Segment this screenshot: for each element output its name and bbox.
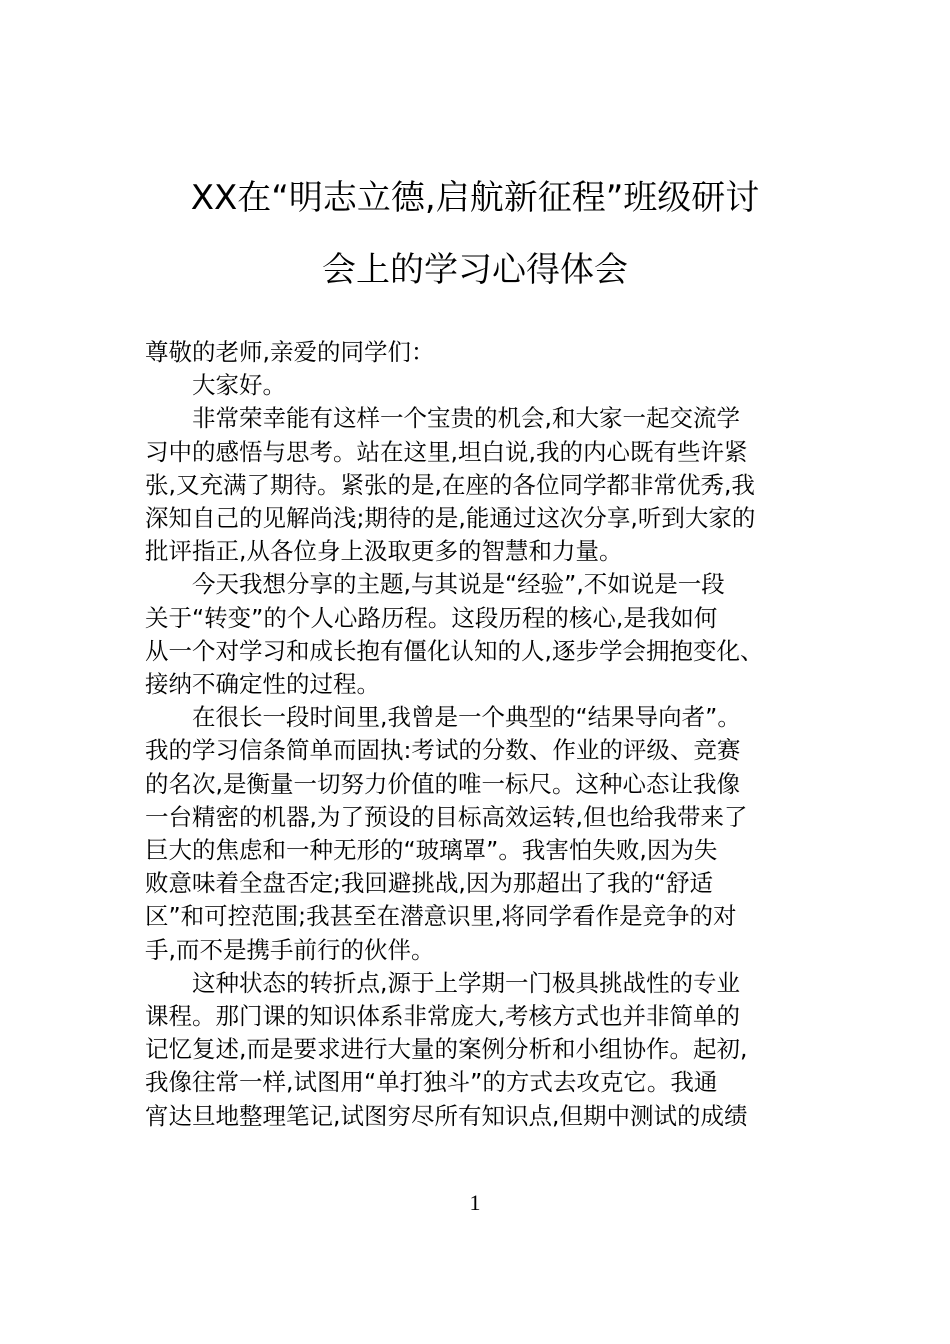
paragraph-line: 一台精密的机器,为了预设的目标高效运转,但也给我带来了	[145, 802, 748, 831]
paragraph-line: 关于“转变”的个人心路历程。这段历程的核心,是我如何	[145, 603, 718, 632]
paragraph-line: 在很长一段时间里,我曾是一个典型的“结果导向者”。	[192, 703, 741, 732]
paragraph-1	[145, 402, 810, 568]
greeting: 大家好。	[192, 371, 286, 400]
salutation: 尊敬的老师,亲爱的同学们：	[145, 338, 435, 366]
paragraph-line: 张,又充满了期待。紧张的是,在座的各位同学都非常优秀,我	[145, 470, 755, 499]
paragraph-line: 接纳不确定性的过程。	[145, 670, 380, 699]
paragraph-line: 巨大的焦虑和一种无形的“玻璃罩”。我害怕失败,因为失	[145, 836, 718, 865]
paragraph-line: 手,而不是携手前行的伙伴。	[145, 935, 435, 964]
paragraph-line: 这种状态的转折点,源于上学期一门极具挑战性的专业	[192, 968, 740, 997]
paragraph-line: 非常荣幸能有这样一个宝贵的机会,和大家一起交流学	[192, 404, 740, 433]
paragraph-line: 习中的感悟与思考。站在这里,坦白说,我的内心既有些许紧	[145, 437, 748, 466]
paragraph-line: 败意味着全盘否定;我回避挑战,因为那超出了我的“舒适	[145, 869, 714, 898]
paragraph-line: 区”和可控范围;我甚至在潜意识里,将同学看作是竞争的对	[145, 902, 737, 931]
paragraph-line: 从一个对学习和成长抱有僵化认知的人,逐步学会拥抱变化、	[145, 636, 764, 665]
paragraph-line: 批评指正,从各位身上汲取更多的智慧和力量。	[145, 537, 623, 566]
paragraph-4	[145, 967, 810, 1133]
paragraph-3	[145, 701, 810, 967]
document-title-line-2: 会上的学习心得体会	[322, 250, 628, 290]
paragraph-line: 记忆复述,而是要求进行大量的案例分析和小组协作。起初,	[145, 1035, 748, 1064]
paragraph-line: 我的学习信条简单而固执:考试的分数、作业的评级、竞赛	[145, 736, 741, 765]
paragraph-2	[145, 568, 810, 701]
document-body	[145, 336, 810, 1133]
paragraph-line: 课程。那门课的知识体系非常庞大,考核方式也并非简单的	[145, 1002, 740, 1031]
paragraph-line: 的名次,是衡量一切努力价值的唯一标尺。这种心态让我像	[145, 769, 740, 798]
document-title-line-1: XX在“明志立德,启航新征程”班级研讨	[190, 178, 760, 218]
paragraph-line: 深知自己的见解尚浅;期待的是,能通过这次分享,听到大家的	[145, 504, 756, 533]
paragraph-line: 我像往常一样,试图用“单打独斗”的方式去攻克它。我通	[145, 1068, 718, 1097]
paragraph-line: 今天我想分享的主题,与其说是“经验”,不如说是一段	[192, 570, 725, 599]
page-number: 1	[469, 1190, 481, 1215]
paragraph-line: 宵达旦地整理笔记,试图穷尽所有知识点,但期中测试的成绩	[145, 1101, 748, 1130]
